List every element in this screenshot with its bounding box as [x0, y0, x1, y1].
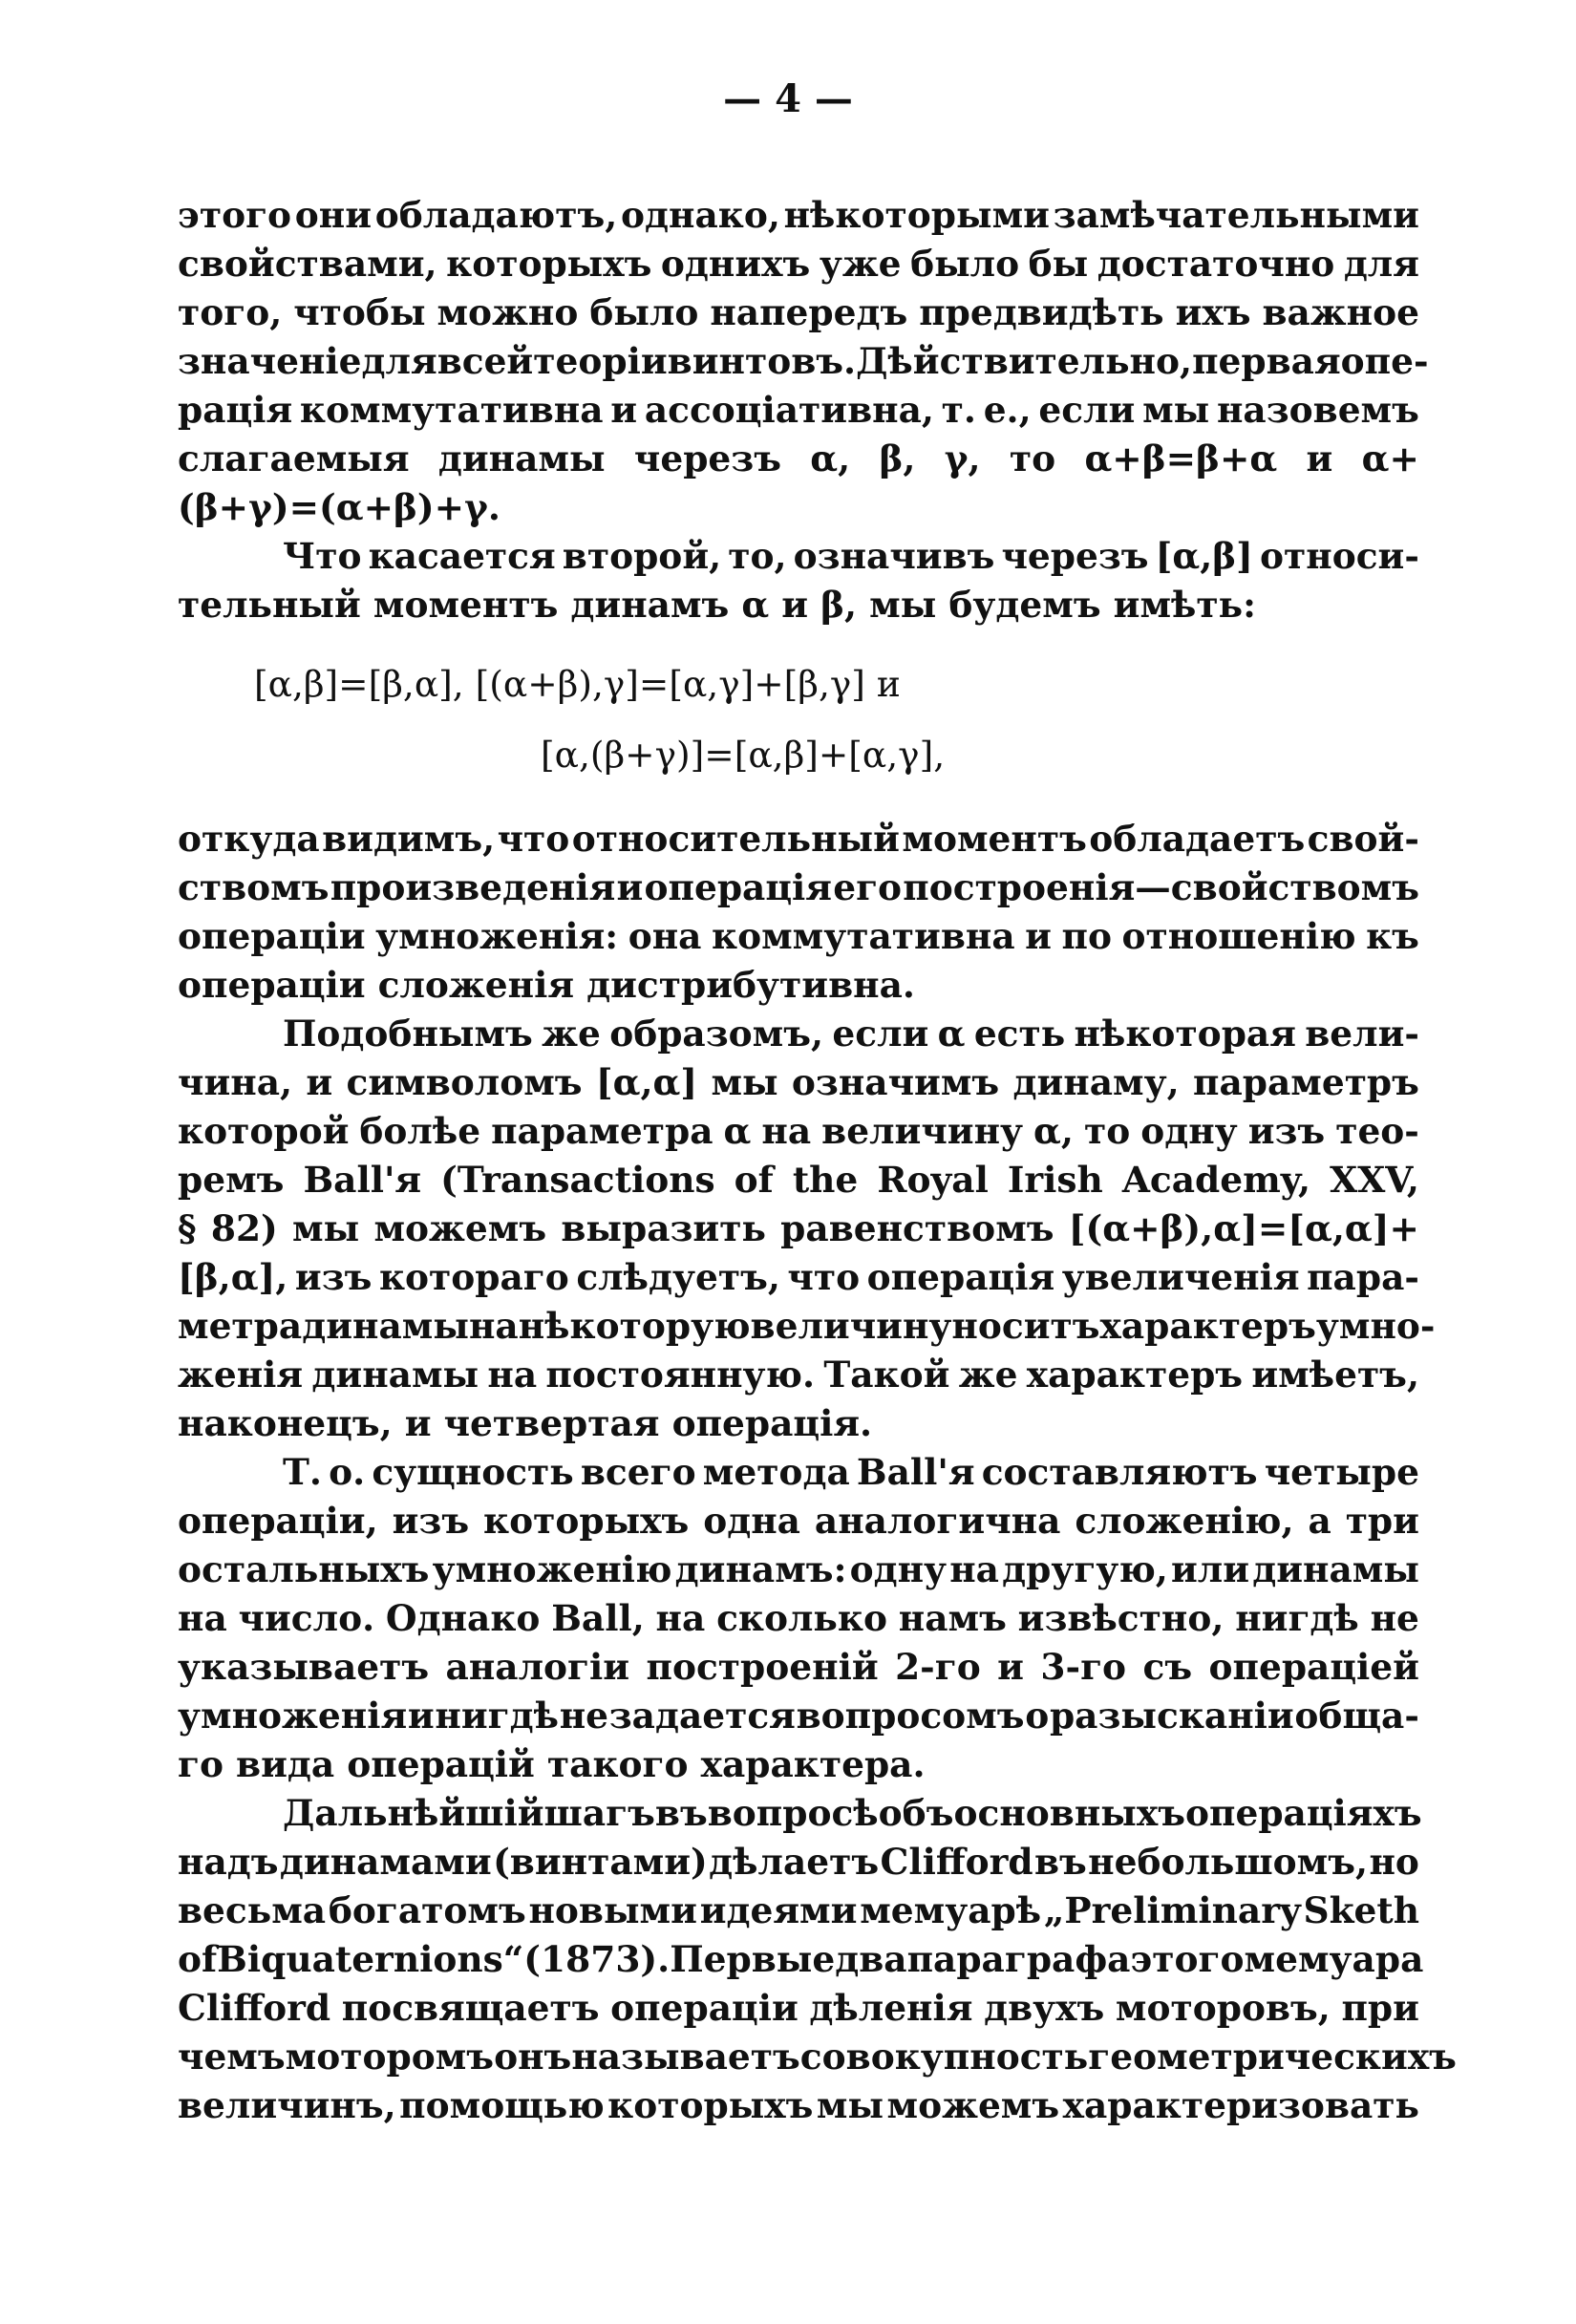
- word: для: [361, 340, 437, 382]
- word: шагъ: [543, 1792, 655, 1834]
- word: метода: [702, 1451, 850, 1493]
- text-line: [178, 2081, 1419, 2130]
- word: другую,: [1002, 1548, 1168, 1590]
- word: для: [1343, 243, 1419, 285]
- word: аналогична: [814, 1500, 1061, 1542]
- word: можно: [437, 291, 579, 333]
- word: два: [835, 1938, 907, 1980]
- word: того,: [178, 291, 283, 333]
- word: бы: [1028, 243, 1089, 285]
- word: образомъ,: [609, 1013, 824, 1055]
- text-line: [178, 1058, 1419, 1107]
- word: ствомъ: [178, 866, 330, 908]
- word: Такой: [823, 1354, 950, 1396]
- word: идеями: [699, 1889, 858, 1931]
- word: важное: [1262, 291, 1419, 333]
- word: которыхъ: [607, 2084, 814, 2126]
- word: откуда: [178, 818, 320, 860]
- word: можемъ: [886, 2084, 1060, 2126]
- word: которыхъ: [446, 243, 652, 285]
- word: носитъ: [951, 1305, 1100, 1347]
- word: называетъ: [571, 2036, 800, 2078]
- word: увеличенія: [1061, 1256, 1300, 1298]
- word: слагаемыя: [178, 437, 410, 480]
- word: построенія—свойствомъ: [903, 866, 1419, 908]
- word: однихъ: [660, 243, 811, 285]
- word: если: [1038, 389, 1136, 431]
- word: т.: [941, 389, 976, 431]
- word: выразить: [561, 1207, 766, 1249]
- word: было: [910, 243, 1020, 285]
- word: операціей: [1208, 1646, 1419, 1688]
- word: составляютъ: [981, 1451, 1258, 1493]
- word: съ: [1142, 1646, 1193, 1688]
- word: α: [937, 1013, 966, 1055]
- word: не: [559, 1695, 609, 1737]
- word: изъ: [1247, 1110, 1326, 1152]
- word: извѣстно,: [1017, 1597, 1225, 1639]
- word: число.: [238, 1597, 375, 1639]
- word: коммутативна: [299, 389, 604, 431]
- word: свойствами,: [178, 243, 437, 285]
- text-line: [178, 1546, 1419, 1594]
- word: вели-: [1305, 1013, 1419, 1055]
- word: мемуарѣ: [860, 1889, 1042, 1931]
- word: означимъ: [791, 1061, 1000, 1103]
- word: четыре: [1264, 1451, 1419, 1493]
- word: въ: [1033, 1841, 1087, 1883]
- word: [α,α]: [595, 1061, 698, 1103]
- word: этого: [178, 194, 292, 236]
- word: а: [1308, 1500, 1331, 1542]
- word: же: [542, 1013, 601, 1055]
- word: сложенію,: [1075, 1500, 1294, 1542]
- word: вопросомъ: [796, 1695, 1025, 1737]
- word: сколько: [716, 1597, 887, 1639]
- word: моторовъ,: [1115, 1987, 1331, 2029]
- word: остальныхъ: [178, 1548, 430, 1590]
- word: Дѣйствительно,: [856, 340, 1193, 382]
- word: первая: [1192, 340, 1341, 382]
- word: и: [1025, 915, 1052, 957]
- word: [(α+β),α]=[α,α]+: [1068, 1207, 1419, 1249]
- word: нигдѣ: [1235, 1597, 1359, 1639]
- word: Biquaternions“: [217, 1938, 524, 1980]
- word: болѣе: [359, 1110, 481, 1152]
- word: на: [655, 1597, 706, 1639]
- word: основныхъ: [953, 1792, 1185, 1834]
- word: величину: [821, 1110, 1024, 1152]
- word: котораго: [378, 1256, 569, 1298]
- word: разысканіи: [1049, 1695, 1294, 1737]
- word: метра: [178, 1305, 303, 1347]
- text-line: [178, 912, 1419, 961]
- word: всего: [580, 1451, 696, 1493]
- word: операція: [644, 866, 833, 908]
- word: динамы: [1252, 1548, 1419, 1590]
- word: и: [616, 866, 644, 908]
- word: замѣчательными: [1053, 194, 1419, 236]
- word: на: [468, 1305, 519, 1347]
- word: построеній: [646, 1646, 879, 1688]
- text-line: [178, 240, 1419, 288]
- word: характеръ: [1099, 1305, 1316, 1347]
- word: предвидѣть: [919, 291, 1164, 333]
- word: значеніе: [178, 340, 362, 382]
- word: то: [1009, 437, 1056, 480]
- word: 82): [210, 1207, 278, 1249]
- word: однако,: [621, 194, 780, 236]
- text-line: [178, 1789, 1422, 1838]
- word: одну: [1140, 1110, 1238, 1152]
- word: 3-го: [1040, 1646, 1127, 1688]
- word: равенствомъ: [780, 1207, 1054, 1249]
- word: Clifford: [880, 1841, 1033, 1883]
- word: динамы: [437, 437, 606, 480]
- word: указываетъ: [178, 1646, 430, 1688]
- word: задается: [608, 1695, 796, 1737]
- word: видимъ,: [322, 818, 496, 860]
- word: нѣкоторая: [1074, 1013, 1296, 1055]
- word: чемъ: [178, 2036, 286, 2078]
- word: чтобы: [293, 291, 426, 333]
- word: его: [833, 866, 903, 908]
- word: женія: [178, 1354, 304, 1396]
- word: Irish: [1007, 1159, 1103, 1201]
- text-line: [178, 1205, 1419, 1253]
- word: „Preliminary: [1043, 1889, 1301, 1931]
- word: относительный: [571, 818, 900, 860]
- word: операціи: [610, 1987, 799, 2029]
- word: онъ: [494, 2036, 572, 2078]
- word: (винтами): [493, 1841, 708, 1883]
- word: обладаетъ: [1089, 818, 1306, 860]
- text-line: наконецъ, и четвертая операція.: [178, 1402, 873, 1444]
- word: Первые: [670, 1938, 836, 1980]
- word: есть: [973, 1013, 1066, 1055]
- word: динамы: [311, 1354, 479, 1396]
- word: Ball,: [551, 1597, 645, 1639]
- text-line: [178, 386, 1419, 435]
- word: умноженію: [432, 1548, 672, 1590]
- text-line: [178, 1010, 1419, 1058]
- body-text: [178, 191, 1457, 2130]
- word: операціяхъ: [1185, 1792, 1422, 1834]
- word: и: [1306, 437, 1333, 480]
- word: свой-: [1307, 818, 1419, 860]
- word: мемуара: [1244, 1938, 1424, 1980]
- text-line: [178, 864, 1419, 912]
- word: второй,: [562, 535, 722, 577]
- word: §: [178, 1207, 197, 1249]
- word: одна: [703, 1500, 800, 1542]
- word: назовемъ: [1216, 389, 1419, 431]
- word: умно-: [1315, 1305, 1436, 1347]
- text-line: тельный моментъ динамъ α и β, мы будемъ имѣть:: [178, 584, 1256, 626]
- text-line: [178, 337, 1429, 386]
- word: Royal: [877, 1159, 989, 1201]
- word: Однако: [385, 1597, 541, 1639]
- text-line: [178, 1692, 1419, 1740]
- text-line: операціи сложенія дистрибутивна.: [178, 964, 915, 1006]
- word: α,: [1033, 1110, 1074, 1152]
- word: означивъ: [793, 535, 995, 577]
- word: величину: [750, 1305, 952, 1347]
- word: дѣлаетъ: [709, 1841, 880, 1883]
- word: нѣкоторыми: [783, 194, 1050, 236]
- word: γ,: [944, 437, 981, 480]
- word: α+β=β+α: [1084, 437, 1278, 480]
- word: намъ: [898, 1597, 1007, 1639]
- word: то: [1083, 1110, 1131, 1152]
- word: постоянную.: [545, 1354, 816, 1396]
- word: величинъ,: [178, 2084, 396, 2126]
- word: и: [407, 1695, 435, 1737]
- word: е.,: [983, 389, 1032, 431]
- word: ремъ: [178, 1159, 285, 1201]
- word: вопросѣ: [707, 1792, 879, 1834]
- word: Подобнымъ: [283, 1013, 533, 1055]
- word: динамы: [302, 1305, 469, 1347]
- formula-line: [α,(β+γ)]=[α,β]+[α,γ],: [541, 734, 946, 776]
- word: и: [997, 1646, 1024, 1688]
- word: динаму,: [1012, 1061, 1180, 1103]
- word: весьма: [178, 1889, 327, 1931]
- word: двухъ: [984, 1987, 1105, 2029]
- word: что: [787, 1256, 861, 1298]
- word: аналогіи: [445, 1646, 630, 1688]
- word: или: [1170, 1548, 1250, 1590]
- text-line: [178, 1838, 1419, 1887]
- word: ихъ: [1175, 291, 1251, 333]
- word: о: [1025, 1695, 1050, 1737]
- word: пара-: [1307, 1256, 1419, 1298]
- word: на: [949, 1548, 999, 1590]
- word: моторомъ: [285, 2036, 495, 2078]
- word: β,: [879, 437, 916, 480]
- word: характеризовать: [1062, 2084, 1419, 2126]
- text-line: [178, 1253, 1419, 1302]
- word: они: [294, 194, 373, 236]
- text-line: [178, 1935, 1424, 1984]
- word: помощью: [399, 2084, 605, 2126]
- word: напередъ: [710, 291, 908, 333]
- word: по: [1061, 915, 1112, 957]
- text-line: [178, 1107, 1419, 1156]
- word: винтовъ.: [667, 340, 857, 382]
- word: нѣкоторую: [518, 1305, 751, 1347]
- text-line: [178, 1156, 1419, 1205]
- word: если: [832, 1013, 929, 1055]
- word: же: [958, 1354, 1018, 1396]
- word: мы: [816, 2084, 884, 2126]
- word: о.: [329, 1451, 366, 1493]
- word: касается: [368, 535, 556, 577]
- word: параграфа: [906, 1938, 1131, 1980]
- word: уже: [819, 243, 902, 285]
- text-line: [178, 1302, 1436, 1351]
- word: Sketh: [1303, 1889, 1419, 1931]
- word: отношенію: [1121, 915, 1356, 957]
- word: небольшомъ,: [1088, 1841, 1369, 1883]
- word: нигдѣ: [435, 1695, 560, 1737]
- word: дѣленія: [809, 1987, 973, 2029]
- word: 2-го: [895, 1646, 981, 1688]
- word: мы: [292, 1207, 360, 1249]
- word: of: [734, 1159, 774, 1201]
- word: умноженія: [178, 1695, 408, 1737]
- word: въ: [654, 1792, 708, 1834]
- word: достаточно: [1097, 243, 1335, 285]
- word: сущность: [372, 1451, 574, 1493]
- word: (1873).: [523, 1938, 671, 1980]
- word: of: [178, 1938, 218, 1980]
- word: ассоціативна,: [644, 389, 934, 431]
- word: чина,: [178, 1061, 293, 1103]
- word: Что: [283, 535, 362, 577]
- word: то,: [728, 535, 787, 577]
- text-line: [178, 815, 1419, 864]
- word: можемъ: [373, 1207, 547, 1249]
- word: обща-: [1294, 1695, 1419, 1737]
- word: мы: [1142, 389, 1210, 431]
- word: три: [1345, 1500, 1419, 1542]
- word: и: [306, 1061, 333, 1103]
- word: параметръ: [1193, 1061, 1419, 1103]
- text-line: [178, 191, 1419, 240]
- text-line: [178, 1448, 1419, 1497]
- word: она: [628, 915, 702, 957]
- word: параметра: [491, 1110, 713, 1152]
- word: которой: [178, 1110, 350, 1152]
- word: имѣетъ,: [1251, 1354, 1419, 1396]
- word: [β,α],: [178, 1256, 288, 1298]
- text-line: (β+γ)=(α+β)+γ.: [178, 486, 500, 528]
- word: что: [497, 818, 570, 860]
- word: изъ: [294, 1256, 373, 1298]
- word: α,: [810, 437, 851, 480]
- text-line: [178, 1643, 1419, 1692]
- word: тео-: [1335, 1110, 1419, 1152]
- word: теоріи: [533, 340, 668, 382]
- word: всей: [437, 340, 534, 382]
- word: черезъ: [633, 437, 781, 480]
- word: коммутативна: [711, 915, 1015, 957]
- word: слѣдуетъ,: [576, 1256, 780, 1298]
- word: новыми: [528, 1889, 697, 1931]
- word: операціи,: [178, 1500, 378, 1542]
- word: черезъ: [1001, 535, 1149, 577]
- word: было: [589, 291, 699, 333]
- word: Ball'я: [303, 1159, 422, 1201]
- word: операціи: [178, 915, 366, 957]
- word: и: [610, 389, 638, 431]
- text-line: [178, 435, 1419, 483]
- word: при: [1341, 1987, 1419, 2029]
- word: геометрическихъ: [1088, 2036, 1457, 2078]
- word: но: [1369, 1841, 1419, 1883]
- word: рація: [178, 389, 293, 431]
- word: мы: [711, 1061, 778, 1103]
- text-line: [178, 1497, 1419, 1546]
- word: посвящаетъ: [341, 1987, 600, 2029]
- word: Ball'я: [856, 1451, 975, 1493]
- text-line: [178, 1351, 1419, 1399]
- word: характеръ: [1026, 1354, 1244, 1396]
- text-line: [178, 1887, 1419, 1935]
- word: α: [723, 1110, 752, 1152]
- text-line: [178, 1984, 1419, 2033]
- word: α+: [1361, 437, 1419, 480]
- word: Clifford: [178, 1987, 331, 2029]
- text-line: го вида операцій такого характера.: [178, 1743, 926, 1785]
- word: Т.: [283, 1451, 322, 1493]
- word: произведенія: [330, 866, 616, 908]
- word: Academy,: [1121, 1159, 1311, 1201]
- text-line: [178, 2033, 1457, 2081]
- word: XXV,: [1330, 1159, 1419, 1201]
- word: богатомъ: [328, 1889, 526, 1931]
- word: динамъ:: [674, 1548, 847, 1590]
- text-line: [178, 288, 1419, 337]
- word: динамами: [279, 1841, 492, 1883]
- word: операція: [866, 1256, 1055, 1298]
- formula-line: [α,β]=[β,α], [(α+β),γ]=[α,γ]+[β,γ] и: [254, 663, 901, 705]
- word: не: [1370, 1597, 1419, 1639]
- text-line: [178, 1594, 1419, 1643]
- word: [α,β]: [1155, 535, 1253, 577]
- word: the: [792, 1159, 859, 1201]
- text-line: [178, 532, 1419, 581]
- word: на: [178, 1597, 227, 1639]
- word: относи-: [1260, 535, 1419, 577]
- word: надъ: [178, 1841, 279, 1883]
- word: объ: [878, 1792, 954, 1834]
- word: изъ: [392, 1500, 470, 1542]
- word: умноженія:: [375, 915, 619, 957]
- word: на: [487, 1354, 538, 1396]
- word: обладаютъ,: [374, 194, 618, 236]
- word: моментъ: [902, 818, 1087, 860]
- word: къ: [1366, 915, 1419, 957]
- word: одну: [849, 1548, 948, 1590]
- word: опе-: [1340, 340, 1429, 382]
- word: совокупность: [799, 2036, 1089, 2078]
- word: на: [761, 1110, 812, 1152]
- word: (Transactions: [440, 1159, 715, 1201]
- word: этого: [1130, 1938, 1245, 1980]
- word: которыхъ: [483, 1500, 690, 1542]
- word: символомъ: [346, 1061, 583, 1103]
- word: Дальнѣйшій: [283, 1792, 544, 1834]
- page-number: — 4 —: [723, 76, 853, 121]
